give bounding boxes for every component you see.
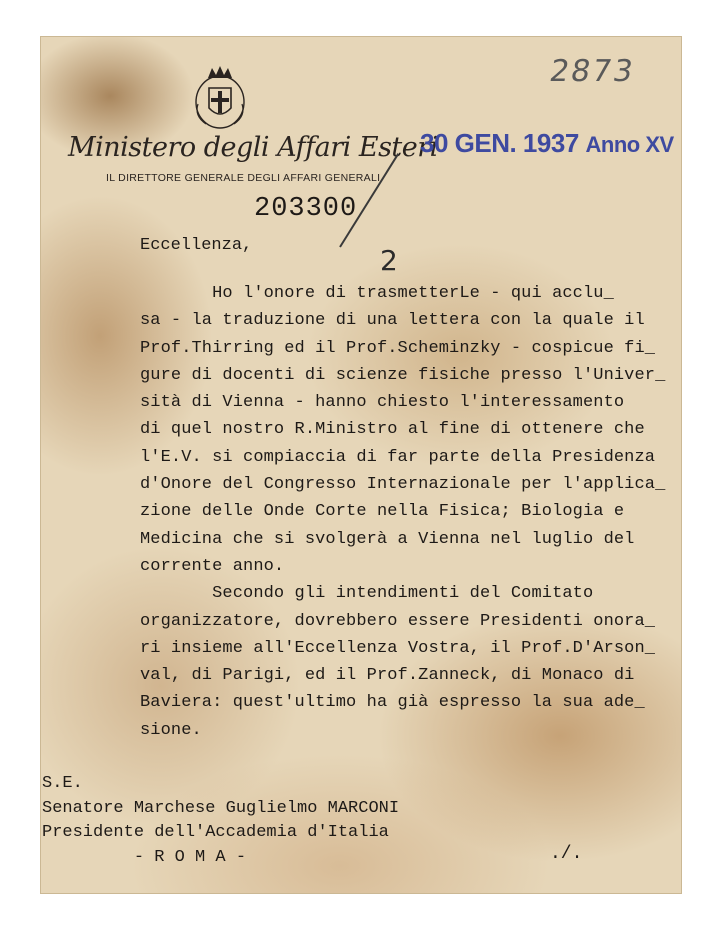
letter-body xyxy=(140,280,665,744)
stamp-date: 30 GEN. 1937 xyxy=(420,128,579,158)
body-line: ri insieme all'Eccellenza Vostra, il Prof.D'Arson_ xyxy=(140,638,656,658)
body-line: Prof.Thirring ed il Prof.Scheminzky - cospicue fi_ xyxy=(140,338,656,358)
body-line: val, di Parigi, ed il Prof.Zanneck, di Monaco di xyxy=(140,666,635,686)
addressee-line: - R O M A - xyxy=(42,847,247,867)
handwritten-number: 2873 xyxy=(546,54,638,89)
protocol-number: 203300 xyxy=(254,194,358,224)
continuation-mark: ./. xyxy=(550,844,583,864)
addressee-line: S.E. xyxy=(42,774,83,793)
body-line: corrente anno. xyxy=(140,556,285,576)
date-stamp xyxy=(420,128,674,159)
body-line: Baviera: quest'ultimo ha già espresso la sua ade_ xyxy=(140,693,645,713)
addressee-line: Presidente dell'Accademia d'Italia xyxy=(42,823,389,842)
stamp-year-label: Anno XV xyxy=(585,132,674,157)
addressee-block xyxy=(42,772,399,870)
body-line: Secondo gli intendimenti del Comitato xyxy=(140,584,594,604)
body-line: l'E.V. si compiaccia di far parte della Presidenza xyxy=(140,447,656,467)
addressee-line: Senatore Marchese Guglielmo MARCONI xyxy=(42,798,400,818)
letterhead-title: Ministero degli Affari Esteri xyxy=(68,132,438,163)
body-line: sione. xyxy=(140,720,202,740)
body-line: sità di Vienna - hanno chiesto l'interessamento xyxy=(140,393,625,413)
body-line: Medicina che si svolgerà a Vienna nel luglio del xyxy=(140,529,635,549)
document-page xyxy=(40,36,682,894)
protocol-sub-number: 2 xyxy=(380,244,398,277)
body-line: zione delle Onde Corte nella Fisica; Biologia e xyxy=(140,502,625,522)
letterhead-subtitle: IL DIRETTORE GENERALE DEGLI AFFARI GENERALI xyxy=(106,172,381,184)
body-line: di quel nostro R.Ministro al fine di ottenere che xyxy=(140,420,645,440)
body-line: d'Onore del Congresso Internazionale per l'applica_ xyxy=(140,475,666,495)
coat-of-arms-icon xyxy=(192,64,248,132)
side-imprint xyxy=(46,465,52,466)
salutation: Eccellenza, xyxy=(140,236,253,255)
body-line: gure di docenti di scienze fisiche presso l'Univer_ xyxy=(140,365,666,385)
body-line: Ho l'onore di trasmetterLe - qui acclu_ xyxy=(140,284,614,303)
body-line: sa - la traduzione di una lettera con la quale il xyxy=(140,311,645,331)
body-line: organizzatore, dovrebbero essere Presidenti onora_ xyxy=(140,611,656,631)
